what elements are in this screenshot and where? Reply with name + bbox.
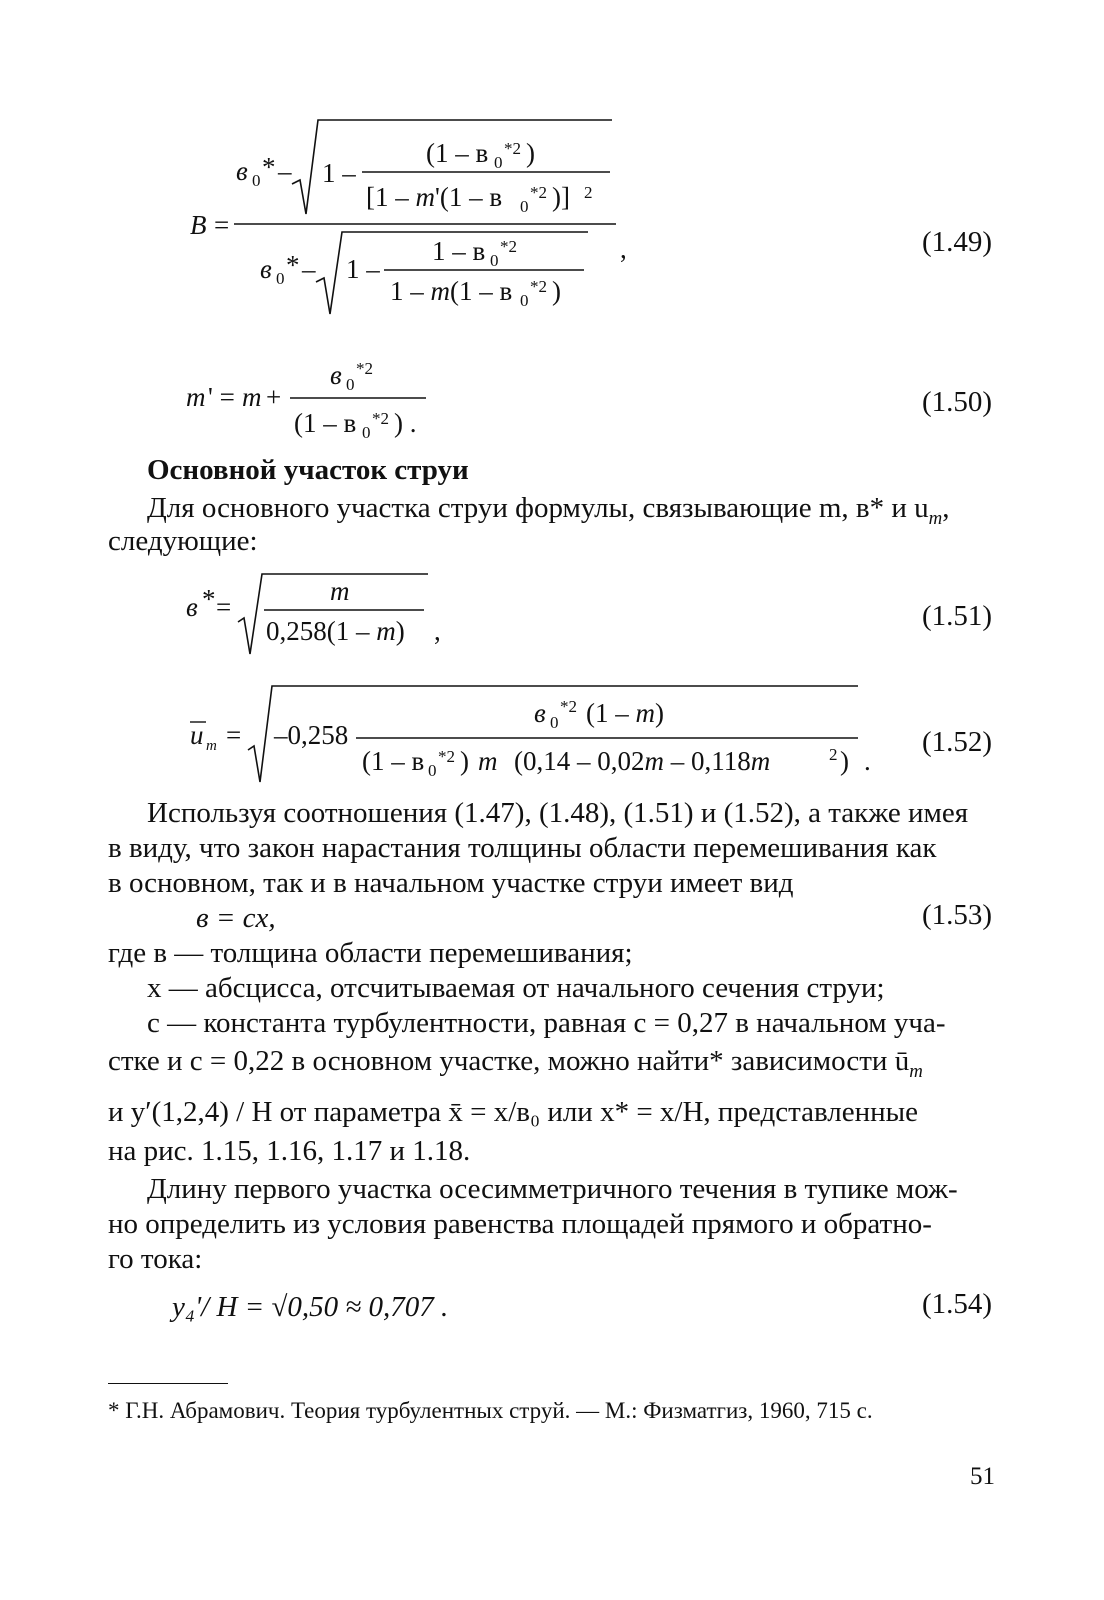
intro-line: следующие: bbox=[108, 525, 258, 557]
paragraph-line: на рис. 1.15, 1.16, 1.17 и 1.18. bbox=[108, 1135, 471, 1167]
paragraph-line: в виду, что закон нарастания толщины области перемешивания как bbox=[108, 832, 937, 864]
section-heading: Основной участок струи bbox=[147, 454, 469, 486]
svg-text:1 – в: 1 – в bbox=[432, 236, 486, 266]
equation-number: (1.53) bbox=[922, 899, 993, 931]
svg-text:в: в bbox=[260, 254, 272, 284]
svg-text:m: m bbox=[478, 746, 498, 776]
svg-text:): ) bbox=[526, 138, 535, 168]
svg-text:–0,258: –0,258 bbox=[274, 720, 349, 750]
svg-text:в: в bbox=[186, 592, 198, 622]
svg-text:в: в bbox=[236, 156, 248, 186]
paragraph-line: c — константа турбулентности, равная c = 0,27 в начальном уча- bbox=[147, 1007, 946, 1039]
paragraph-line: Длину первого участка осесимметричного течения в тупике мож- bbox=[147, 1173, 958, 1205]
svg-text:*2: *2 bbox=[372, 409, 389, 428]
svg-text:): ) bbox=[552, 276, 561, 306]
equation-number: (1.51) bbox=[922, 600, 993, 632]
paragraph-line: в основном, так и в начальном участке струи имеет вид bbox=[108, 867, 794, 899]
paragraph-line: стке и c = 0,22 в основном участке, можно найти* зависимости $ū_m$ bbox=[108, 1045, 923, 1082]
svg-text:): ) bbox=[460, 746, 469, 776]
svg-text:u: u bbox=[190, 720, 204, 750]
svg-text:0,258(1 – m): 0,258(1 – m) bbox=[266, 616, 405, 646]
svg-text:' =: ' = bbox=[208, 382, 235, 412]
footnote-divider bbox=[108, 1383, 228, 1384]
svg-text:*2: *2 bbox=[560, 697, 577, 716]
svg-text:0: 0 bbox=[362, 423, 371, 442]
paragraph-line: го тока: bbox=[108, 1243, 203, 1275]
svg-text:(1 – в: (1 – в bbox=[294, 408, 357, 438]
svg-text:=: = bbox=[216, 592, 232, 622]
equation-number: (1.52) bbox=[922, 726, 993, 758]
svg-text:) .: ) . bbox=[394, 408, 417, 438]
equation-1-53: в = cx, bbox=[196, 902, 276, 934]
svg-text:m: m bbox=[186, 382, 206, 412]
equation-number: (1.49) bbox=[922, 226, 993, 258]
svg-text:*2: *2 bbox=[438, 747, 455, 766]
svg-text:*2: *2 bbox=[356, 359, 373, 378]
svg-text:(1 – m): (1 – m) bbox=[586, 698, 664, 728]
svg-text:=: = bbox=[214, 210, 230, 240]
svg-text:,: , bbox=[620, 234, 627, 264]
svg-text:1 –: 1 – bbox=[322, 158, 356, 188]
svg-text:*2: *2 bbox=[504, 139, 521, 158]
intro-line: Для основного участка струи формулы, связывающие m, в* и $u_m$, bbox=[147, 492, 950, 529]
svg-text:[1 – m'(1 – в: [1 – m'(1 – в bbox=[366, 182, 503, 212]
equation-1-50 bbox=[180, 354, 480, 454]
svg-text:)]: )] bbox=[552, 182, 570, 212]
svg-text:*: * bbox=[202, 584, 216, 614]
svg-text:0: 0 bbox=[276, 269, 285, 288]
equation-1-54: y₄'/ H = √0,50 ≈ 0,707 . bbox=[172, 1291, 449, 1323]
equation-1-52 bbox=[184, 678, 904, 788]
svg-text:в: в bbox=[330, 360, 342, 390]
svg-text:0: 0 bbox=[520, 197, 529, 216]
svg-text:(0,14 – 0,02m – 0,118m: (0,14 – 0,02m – 0,118m bbox=[514, 746, 771, 776]
paragraph-line: где в — толщина области перемешивания; bbox=[108, 937, 633, 969]
svg-text:2: 2 bbox=[584, 183, 593, 202]
svg-text:*2: *2 bbox=[500, 237, 517, 256]
footnote: * Г.Н. Абрамович. Теория турбулентных струй. — М.: Физматгиз, 1960, 715 с. bbox=[108, 1398, 873, 1423]
equation-1-49 bbox=[170, 110, 650, 330]
svg-text:–: – bbox=[278, 156, 292, 186]
paragraph-line: Используя соотношения (1.47), (1.48), (1.51) и (1.52), а также имея bbox=[147, 797, 969, 829]
paragraph-line: и y′(1,2,4) / H от параметра x̄ = x/в₀ или x* = x/H, представленные bbox=[108, 1096, 919, 1128]
svg-text:m: m bbox=[330, 576, 350, 606]
svg-text:0: 0 bbox=[520, 291, 529, 310]
svg-text:+: + bbox=[266, 382, 282, 412]
svg-text:*2: *2 bbox=[530, 183, 547, 202]
svg-text:0: 0 bbox=[550, 713, 559, 732]
page-number: 51 bbox=[970, 1463, 995, 1490]
equation-1-51 bbox=[184, 566, 484, 666]
svg-text:*2: *2 bbox=[530, 277, 547, 296]
paragraph-line: но определить из условия равенства площадей прямого и обратно- bbox=[108, 1208, 932, 1240]
svg-text:.: . bbox=[864, 746, 871, 776]
svg-text:): ) bbox=[840, 746, 849, 776]
svg-text:*: * bbox=[262, 152, 276, 182]
svg-text:1 – m(1 – в: 1 – m(1 – в bbox=[390, 276, 513, 306]
svg-text:(1 – в: (1 – в bbox=[362, 746, 425, 776]
svg-text:0: 0 bbox=[494, 153, 503, 172]
svg-text:0: 0 bbox=[490, 251, 499, 270]
equation-number: (1.50) bbox=[922, 386, 993, 418]
svg-text:(1 – в: (1 – в bbox=[426, 138, 489, 168]
svg-text:m: m bbox=[242, 382, 262, 412]
svg-text:2: 2 bbox=[829, 745, 838, 764]
svg-text:0: 0 bbox=[346, 375, 355, 394]
equation-number: (1.54) bbox=[922, 1288, 993, 1320]
svg-text:m: m bbox=[206, 738, 217, 754]
svg-text:,: , bbox=[434, 616, 441, 646]
svg-text:в: в bbox=[534, 698, 546, 728]
svg-text:*: * bbox=[286, 250, 300, 280]
svg-text:=: = bbox=[226, 720, 242, 750]
paragraph-line: x — абсцисса, отсчитываемая от начального сечения струи; bbox=[147, 972, 885, 1004]
svg-text:1 –: 1 – bbox=[346, 254, 380, 284]
svg-text:B: B bbox=[190, 210, 207, 240]
svg-text:0: 0 bbox=[428, 761, 437, 780]
svg-text:0: 0 bbox=[252, 171, 261, 190]
svg-text:–: – bbox=[302, 254, 316, 284]
